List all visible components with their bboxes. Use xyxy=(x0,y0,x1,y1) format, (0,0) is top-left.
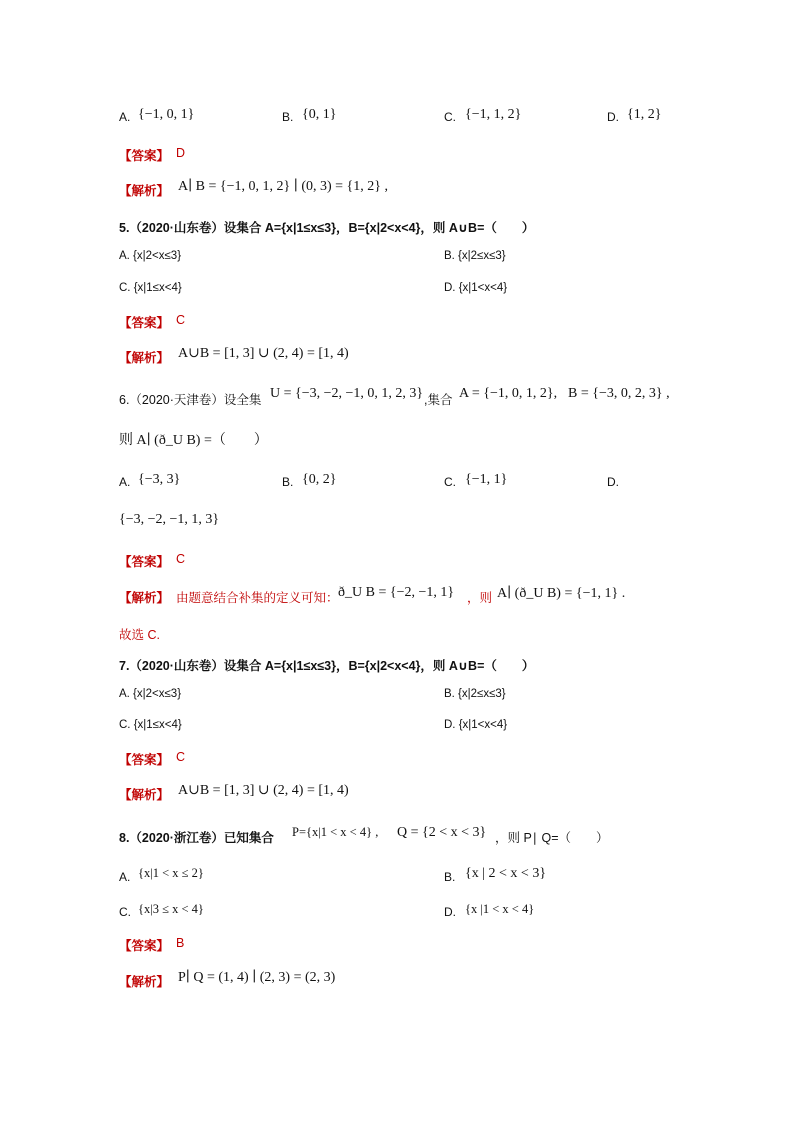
q6-analysis-mid: ，则 xyxy=(467,591,493,605)
option-a-value: {−1, 0, 1} xyxy=(138,107,195,122)
q6-conclusion: 故选 C. xyxy=(119,628,160,642)
q6-analysis-text: 由题意结合补集的定义可知： xyxy=(176,591,339,605)
option-a-label: A. xyxy=(119,110,131,124)
q6-universal-set: U = {−3, −2, −1, 0, 1, 2, 3} xyxy=(270,386,424,401)
q6-option-a-value: {−3, 3} xyxy=(138,472,181,487)
q7-analysis-math: A∪B = [1, 3] ∪ (2, 4) = [1, 4) xyxy=(178,783,349,798)
q8-option-c-value: {x|3 ≤ x < 4} xyxy=(138,902,204,916)
q7-answer-value: C xyxy=(176,750,186,764)
q8-option-d-label: D. xyxy=(444,905,456,919)
q7-option-d: D. {x|1<x<4} xyxy=(444,719,508,731)
q8-set-q: Q = {2 < x < 3} xyxy=(397,825,487,840)
q6-analysis-math-2: A∣ (ð_U B) = {−1, 1} . xyxy=(497,586,626,601)
q7-option-c: C. {x|1≤x<4} xyxy=(119,719,182,731)
q8-option-d-value: {x |1 < x < 4} xyxy=(465,902,535,916)
q8-option-b-label: B. xyxy=(444,870,456,884)
option-b-label: B. xyxy=(282,110,294,124)
q6-option-d-label: D. xyxy=(607,475,619,489)
option-c-label: C. xyxy=(444,110,456,124)
q5-answer-label: 【答案】 xyxy=(119,316,170,330)
q6-set-b: B = {−3, 0, 2, 3} , xyxy=(568,386,670,401)
question-8-prefix: 8.（2020·浙江卷）已知集合 xyxy=(119,831,274,845)
q8-answer-label: 【答案】 xyxy=(119,939,170,953)
q7-option-a: A. {x|2<x≤3} xyxy=(119,688,182,700)
analysis-math: A∣ B = {−1, 0, 1, 2} ∣ (0, 3) = {1, 2} , xyxy=(178,179,388,194)
q5-option-b: B. {x|2≤x≤3} xyxy=(444,250,506,262)
q6-option-c-label: C. xyxy=(444,475,456,489)
q6-analysis-math-1: ð_U B = {−2, −1, 1} xyxy=(338,585,455,600)
q6-stem-mid: ,集合 xyxy=(424,393,453,407)
q8-option-a-value: {x|1 < x ≤ 2} xyxy=(138,866,204,880)
q8-answer-value: B xyxy=(176,936,185,950)
q8-option-b-value: {x | 2 < x < 3} xyxy=(465,866,547,881)
q6-option-c-value: {−1, 1} xyxy=(465,472,508,487)
q8-stem-suffix: ，则 P∣ Q=（ ） xyxy=(495,831,609,845)
q6-option-b-value: {0, 2} xyxy=(302,472,337,487)
q5-option-d: D. {x|1<x<4} xyxy=(444,282,508,294)
q7-analysis-label: 【解析】 xyxy=(119,788,170,802)
q6-answer-label: 【答案】 xyxy=(119,555,170,569)
question-7-stem: 7.（2020·山东卷）设集合 A={x|1≤x≤3}，B={x|2<x<4}，则 A∪B=（ ） xyxy=(119,659,535,673)
answer-value: D xyxy=(176,146,186,160)
q5-option-a: A. {x|2<x≤3} xyxy=(119,250,182,262)
q6-analysis-label: 【解析】 xyxy=(119,591,170,605)
q6-answer-value: C xyxy=(176,552,186,566)
q6-option-d-value: {−3, −2, −1, 1, 3} xyxy=(119,512,220,527)
q7-option-b: B. {x|2≤x≤3} xyxy=(444,688,506,700)
analysis-label: 【解析】 xyxy=(119,184,170,198)
q8-set-p: P={x|1 < x < 4} , xyxy=(292,825,379,839)
option-c-value: {−1, 1, 2} xyxy=(465,107,522,122)
q8-option-c-label: C. xyxy=(119,905,131,919)
q8-analysis-label: 【解析】 xyxy=(119,975,170,989)
option-d-label: D. xyxy=(607,110,619,124)
option-b-value: {0, 1} xyxy=(302,107,337,122)
q6-option-a-label: A. xyxy=(119,475,131,489)
q6-set-a: A = {−1, 0, 1, 2}, xyxy=(459,386,558,401)
question-5-stem: 5.（2020·山东卷）设集合 A={x|1≤x≤3}，B={x|2<x<4}，则 A∪B=（ ） xyxy=(119,221,535,235)
q8-option-a-label: A. xyxy=(119,870,131,884)
option-d-value: {1, 2} xyxy=(627,107,662,122)
q6-line2: 则 A∣ (ð_U B) =（ ） xyxy=(119,433,268,448)
q5-analysis-label: 【解析】 xyxy=(119,351,170,365)
q5-analysis-math: A∪B = [1, 3] ∪ (2, 4) = [1, 4) xyxy=(178,346,349,361)
question-6-prefix: 6.（2020·天津卷）设全集 xyxy=(119,393,262,407)
q5-option-c: C. {x|1≤x<4} xyxy=(119,282,182,294)
q5-answer-value: C xyxy=(176,313,186,327)
q7-answer-label: 【答案】 xyxy=(119,753,170,767)
q8-analysis-math: P∣ Q = (1, 4) ∣ (2, 3) = (2, 3) xyxy=(178,970,336,985)
answer-label: 【答案】 xyxy=(119,149,170,163)
q6-option-b-label: B. xyxy=(282,475,294,489)
